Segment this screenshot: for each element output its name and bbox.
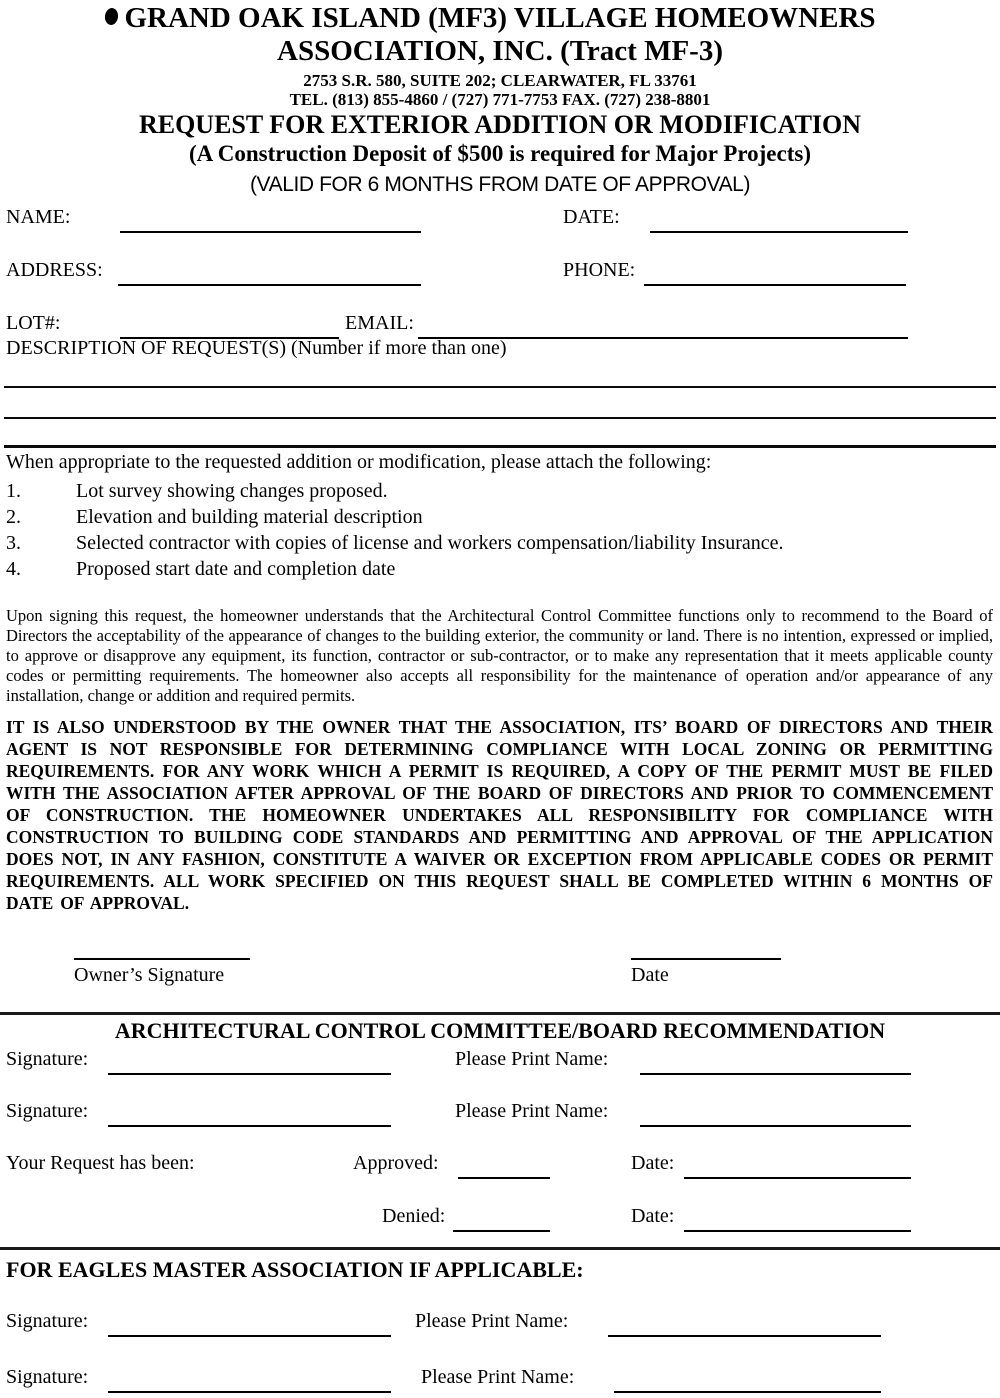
name-label: NAME: [6,206,71,228]
print-name-blank [640,1099,911,1127]
email-blank [418,311,908,339]
print-name-label: Please Print Name: [421,1366,575,1388]
association-title-line1: GRAND OAK ISLAND (MF3) VILLAGE HOMEOWNERS [124,2,876,34]
phone-label: PHONE: [563,259,636,281]
committee-section-divider [0,1012,1000,1015]
list-item-number: 3. [6,532,21,554]
description-line-2 [4,417,996,419]
signature-blank [108,1309,391,1337]
phone-blank [644,258,906,286]
committee-signature-row-2 [6,1100,994,1132]
denied-blank [453,1204,550,1232]
lot-blank [120,311,339,339]
signature-label: Signature: [6,1366,89,1388]
name-date-row [6,206,994,238]
signature-label: Signature: [6,1100,89,1122]
deposit-note: (A Construction Deposit of $500 is required for Major Projects) [189,141,811,166]
date-label: Date: [631,1152,675,1174]
address-phone-row [6,259,994,291]
list-item-number: 1. [6,480,21,502]
print-name-label: Please Print Name: [455,1100,609,1122]
signature-blank [108,1047,391,1075]
committee-signature-row-1 [6,1048,994,1080]
status-label: Your Request has been: [6,1152,195,1174]
print-name-blank [608,1309,881,1337]
print-name-label: Please Print Name: [455,1048,609,1070]
signature-blank [108,1099,391,1127]
eagles-signature-row-2 [6,1366,994,1398]
eagles-heading: FOR EAGLES MASTER ASSOCIATION IF APPLICABLE: [6,1257,584,1282]
print-name-label: Please Print Name: [415,1310,569,1332]
list-item-number: 2. [6,506,21,528]
approved-date-blank [684,1151,911,1179]
denied-date-blank [684,1204,911,1232]
description-line-1 [4,386,996,388]
owner-signature-caption: Owner’s Signature [74,964,225,986]
email-label: EMAIL: [345,312,414,334]
date-label: Date: [631,1205,675,1227]
date-blank [650,205,908,233]
list-item-text: Lot survey showing changes proposed. [76,480,388,502]
signature-label: Signature: [6,1310,89,1332]
list-item-number: 4. [6,558,21,580]
address-label: ADDRESS: [6,259,103,281]
eagles-signature-row-1 [6,1310,994,1342]
approved-blank [458,1151,550,1179]
owner-signature-blank [74,938,250,960]
print-name-blank [614,1365,881,1393]
association-title-line2: ASSOCIATION, INC. (Tract MF-3) [277,35,723,67]
signature-label: Signature: [6,1048,89,1070]
owner-date-caption: Date [631,964,669,986]
description-label: DESCRIPTION OF REQUEST(S) (Number if more than one) [6,337,507,359]
address-blank [118,258,421,286]
attachments-intro: When appropriate to the requested addition or modification, please attach the following: [6,451,712,473]
validity-note: (VALID FOR 6 MONTHS FROM DATE OF APPROVAL) [249,173,751,196]
list-item-text: Elevation and building material description [76,506,423,528]
request-status-row [6,1152,994,1184]
name-blank [120,205,421,233]
section-divider-line [4,445,996,448]
denied-label: Denied: [382,1205,446,1227]
approved-label: Approved: [353,1152,439,1174]
list-item-text: Proposed start date and completion date [76,558,396,580]
owner-date-blank [631,938,781,960]
signature-blank [108,1365,391,1393]
request-denied-row [6,1205,994,1237]
disclaimer-bold-paragraph: IT IS ALSO UNDERSTOOD BY THE OWNER THAT THE ASSOCIATION, ITS’ BOARD OF DIRECTORS AND THEIR AGENT IS NOT RESPONSIBLE FOR DETERMINING COMPLIANCE WITH LOCAL ZONING OR PERMITTING REQUIREMENTS. FOR ANY WORK WHICH A PERMIT IS REQUIRED, A COPY OF THE PERMIT MUST BE FILED WITH THE ASSOCIATION AFTER APPROVAL OF THE BOARD OF DIRECTORS AND PRIOR TO COMMENCEMENT OF CONSTRUCTION. THE HOMEOWNER UNDERTAKES ALL RESPONSIBILITY FOR COMPLIANCE WITH CONSTRUCTION TO BUILDING CODE STANDARDS AND PERMITTING AND APPROVAL OF THE APPLICATION DOES NOT, IN ANY FASHION, CONSTITUTE A WAIVER OR EXCEPTION FROM APPLICABLE CODES OR PERMIT REQUIREMENTS. ALL WORK SPECIFIED ON THIS REQUEST SHALL BE COMPLETED WITHIN 6 MONTHS OF DATE OF APPROVAL. [6,717,993,913]
form-title: REQUEST FOR EXTERIOR ADDITION OR MODIFICATION [138,110,862,139]
association-tel-fax: TEL. (813) 855-4860 / (727) 771-7753 FAX. (727) 238-8801 [289,90,711,109]
lot-label: LOT#: [6,312,61,334]
date-label: DATE: [563,206,620,228]
disclaimer-paragraph: Upon signing this request, the homeowner understands that the Architectural Control Committee functions only to recommend to the Board of Directors the acceptability of the appearance of changes to the building exterior, the community or land. There is no intention, expressed or implied, to approve or disapprove any equipment, its function, contractor or sub-contractor, or to make any representation that it meets applicable county codes or permitting requirements. The homeowner also accepts all responsibility for the maintenance of operation and/or appearance of any installation, change or addition and required permits. [6,606,993,705]
committee-heading: ARCHITECTURAL CONTROL COMMITTEE/BOARD RECOMMENDATION [114,1018,886,1043]
eagles-section-divider [0,1247,1000,1250]
list-item-text: Selected contractor with copies of license and workers compensation/liability Insurance. [76,532,784,554]
owner-signature-block [6,938,994,994]
print-name-blank [640,1047,911,1075]
association-address: 2753 S.R. 580, SUITE 202; CLEARWATER, FL 33761 [303,71,697,90]
